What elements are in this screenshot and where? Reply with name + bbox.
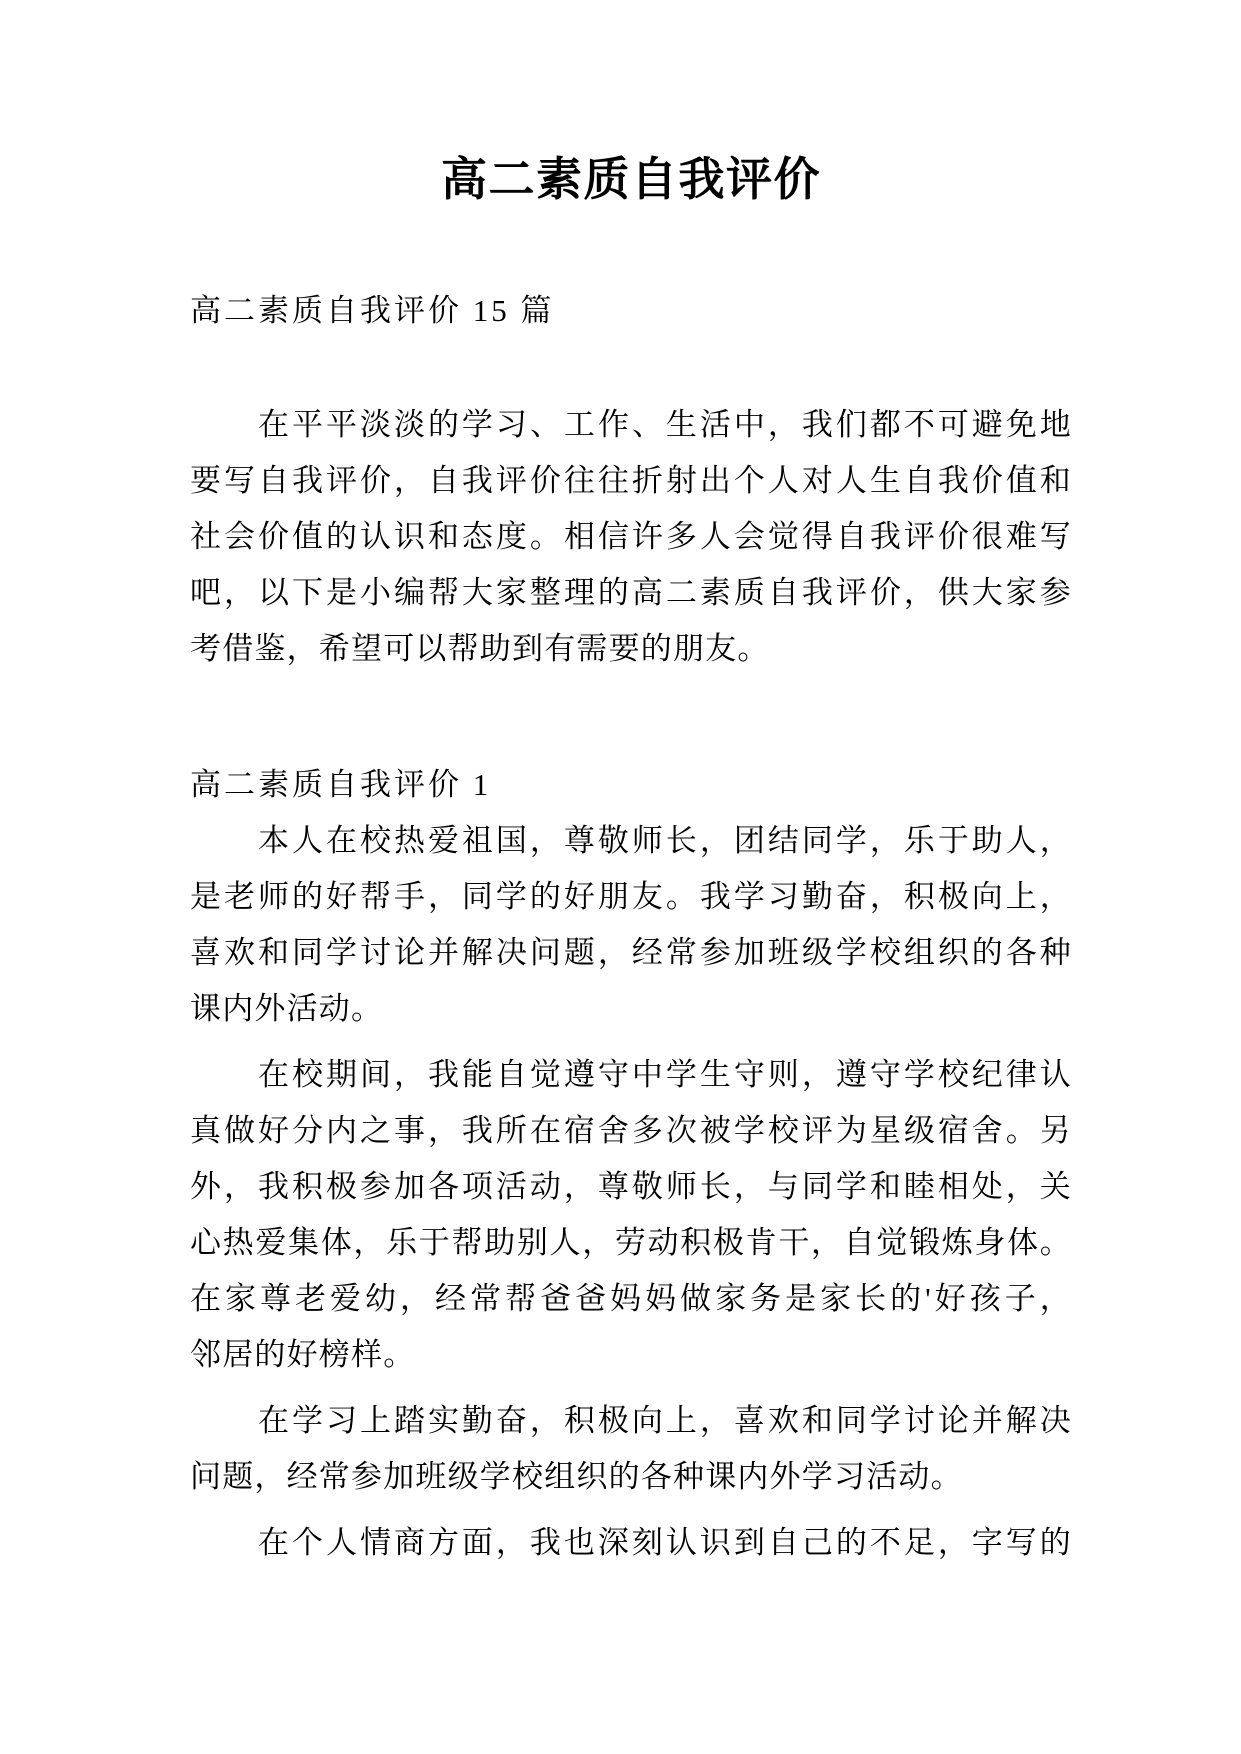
- text-line: 喜欢和同学讨论并解决问题，经常参加班级学校组织的各种: [190, 935, 1072, 970]
- text-line: 课内外活动。: [190, 991, 384, 1026]
- text-line: 真做好分内之事，我所在宿舍多次被学校评为星级宿舍。另: [190, 1113, 1072, 1148]
- text-line: 在平平淡淡的学习、工作、生活中，我们都不可避免地: [190, 407, 1072, 442]
- section-1-heading: 高二素质自我评价 1: [190, 767, 492, 802]
- text-line: 在校期间，我能自觉遵守中学生守则，遵守学校纪律认: [190, 1057, 1072, 1092]
- text-line: 社会价值的认识和态度。相信许多人会觉得自我评价很难写: [190, 519, 1072, 554]
- document-subtitle: 高二素质自我评价 15 篇: [190, 293, 555, 328]
- text-line: 是老师的好帮手，同学的好朋友。我学习勤奋，积极向上，: [190, 879, 1072, 914]
- document-title: 高二素质自我评价: [441, 154, 821, 205]
- text-line: 考借鉴，希望可以帮助到有需要的朋友。: [190, 631, 770, 666]
- section-1-paragraph-3: [190, 1393, 1072, 1505]
- text-line: 在个人情商方面，我也深刻认识到自己的不足，字写的: [190, 1525, 1072, 1560]
- text-line: 吧，以下是小编帮大家整理的高二素质自我评价，供大家参: [190, 575, 1072, 610]
- text-line: 本人在校热爱祖国，尊敬师长，团结同学，乐于助人，: [190, 823, 1072, 858]
- text-line: 在学习上踏实勤奋，积极向上，喜欢和同学讨论并解决: [190, 1403, 1072, 1438]
- text-line: 在家尊老爱幼，经常帮爸爸妈妈做家务是家长的'好孩子，: [190, 1281, 1072, 1316]
- text-line: 邻居的好榜样。: [190, 1337, 416, 1372]
- intro-paragraph: [190, 397, 1072, 677]
- text-line: 心热爱集体，乐于帮助别人，劳动积极肯干，自觉锻炼身体。: [190, 1225, 1072, 1260]
- text-line: 问题，经常参加班级学校组织的各种课内外学习活动。: [190, 1459, 963, 1494]
- section-1-paragraph-4: [190, 1515, 1072, 1571]
- section-1-paragraph-2: [190, 1047, 1072, 1383]
- section-1-paragraph-1: [190, 813, 1072, 1037]
- text-line: 要写自我评价，自我评价往往折射出个人对人生自我价值和: [190, 463, 1072, 498]
- text-line: 外，我积极参加各项活动，尊敬师长，与同学和睦相处，关: [190, 1169, 1072, 1204]
